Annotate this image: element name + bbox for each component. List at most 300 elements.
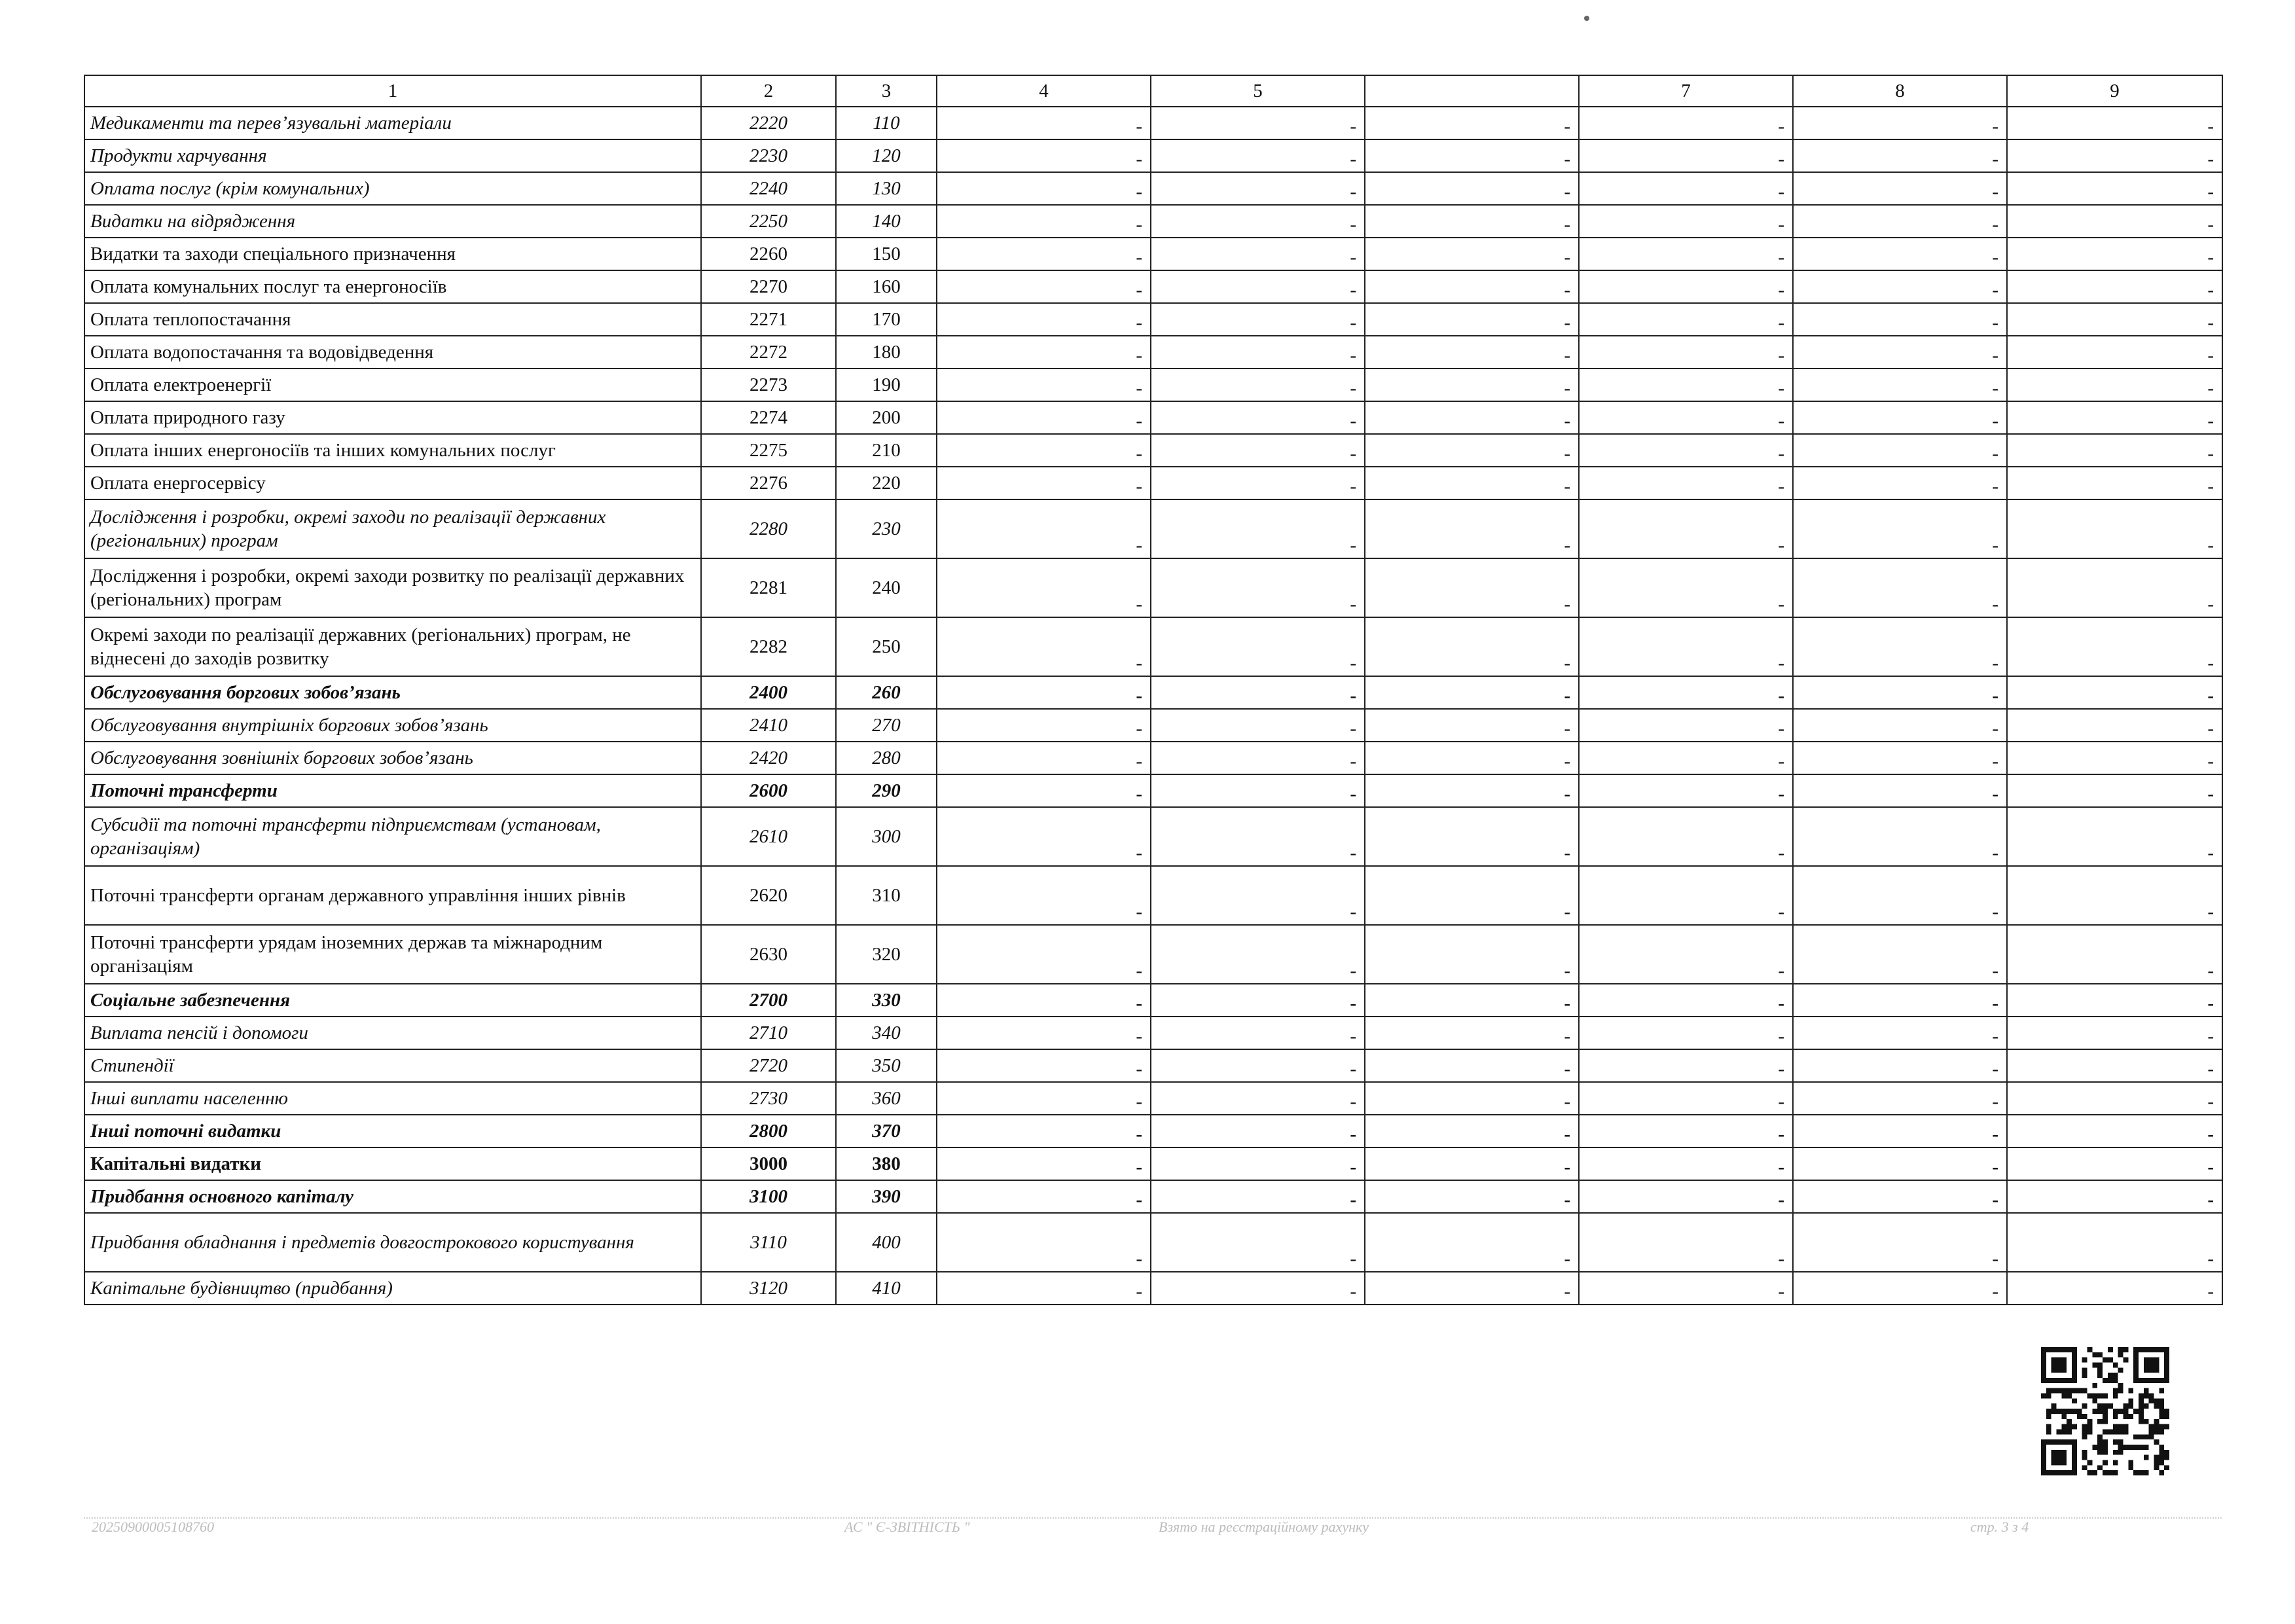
row-value: - — [1793, 107, 2007, 139]
row-label: Обслуговування зовнішніх боргових зобов’язань — [84, 742, 701, 774]
qr-code — [2041, 1347, 2169, 1475]
row-value: - — [1579, 925, 1793, 984]
row-value: - — [1151, 369, 1365, 401]
row-value: - — [2007, 205, 2222, 238]
row-kekv-code: 2282 — [701, 617, 836, 676]
row-value: - — [1365, 107, 1579, 139]
row-kekv-code: 2270 — [701, 270, 836, 303]
row-value: - — [937, 238, 1151, 270]
row-value: - — [2007, 1272, 2222, 1305]
row-kekv-code: 2220 — [701, 107, 836, 139]
footer-doc-id: 20250900005108760 — [92, 1519, 214, 1535]
table-row — [84, 1180, 2222, 1213]
row-line-code: 350 — [836, 1049, 937, 1082]
row-value: - — [2007, 499, 2222, 558]
row-value: - — [1151, 558, 1365, 617]
row-value: - — [1365, 434, 1579, 467]
row-value: - — [2007, 617, 2222, 676]
row-value: - — [2007, 270, 2222, 303]
row-label: Субсидії та поточні трансферти підприємствам (установам, організаціям) — [84, 807, 701, 866]
row-value: - — [1151, 1049, 1365, 1082]
row-value: - — [1579, 1017, 1793, 1049]
row-kekv-code: 2274 — [701, 401, 836, 434]
row-value: - — [937, 1147, 1151, 1180]
row-value: - — [1365, 742, 1579, 774]
row-value: - — [937, 709, 1151, 742]
row-value: - — [1579, 676, 1793, 709]
row-value: - — [1793, 742, 2007, 774]
footer-system: АС " Є-ЗВІТНІСТЬ " — [844, 1519, 970, 1535]
row-value: - — [1365, 1017, 1579, 1049]
row-value: - — [937, 558, 1151, 617]
row-value: - — [1151, 1213, 1365, 1272]
row-value: - — [1579, 1049, 1793, 1082]
row-kekv-code: 2276 — [701, 467, 836, 499]
row-kekv-code: 2610 — [701, 807, 836, 866]
row-kekv-code: 2250 — [701, 205, 836, 238]
row-value: - — [1151, 1082, 1365, 1115]
row-value: - — [2007, 172, 2222, 205]
row-value: - — [1365, 369, 1579, 401]
row-kekv-code: 2600 — [701, 774, 836, 807]
row-value: - — [2007, 676, 2222, 709]
row-value: - — [1793, 303, 2007, 336]
row-value: - — [1151, 434, 1365, 467]
row-label: Оплата інших енергоносіїв та інших комунальних послуг — [84, 434, 701, 467]
footer-page: стр. 3 з 4 — [1970, 1519, 2029, 1535]
row-value: - — [1365, 467, 1579, 499]
row-value: - — [937, 1115, 1151, 1147]
col-header-6 — [1365, 75, 1579, 107]
row-line-code: 160 — [836, 270, 937, 303]
row-value: - — [1793, 558, 2007, 617]
row-value: - — [1365, 205, 1579, 238]
table-row — [84, 558, 2222, 617]
table-row — [84, 1115, 2222, 1147]
row-value: - — [1793, 205, 2007, 238]
row-label: Стипендії — [84, 1049, 701, 1082]
row-line-code: 130 — [836, 172, 937, 205]
row-kekv-code: 2260 — [701, 238, 836, 270]
row-kekv-code: 2420 — [701, 742, 836, 774]
footer-line — [84, 1517, 2222, 1520]
row-kekv-code: 2800 — [701, 1115, 836, 1147]
row-value: - — [1793, 984, 2007, 1017]
row-value: - — [1579, 807, 1793, 866]
row-value: - — [1579, 774, 1793, 807]
row-line-code: 390 — [836, 1180, 937, 1213]
row-line-code: 140 — [836, 205, 937, 238]
row-value: - — [2007, 1115, 2222, 1147]
row-label: Поточні трансферти — [84, 774, 701, 807]
row-kekv-code: 3100 — [701, 1180, 836, 1213]
row-label: Оплата водопостачання та водовідведення — [84, 336, 701, 369]
row-value: - — [937, 434, 1151, 467]
row-value: - — [1793, 1180, 2007, 1213]
row-label: Оплата електроенергії — [84, 369, 701, 401]
scan-speck — [1584, 16, 1589, 21]
row-value: - — [1793, 807, 2007, 866]
row-value: - — [1793, 774, 2007, 807]
row-value: - — [1151, 499, 1365, 558]
row-value: - — [1365, 1213, 1579, 1272]
row-line-code: 180 — [836, 336, 937, 369]
table-row — [84, 401, 2222, 434]
row-value: - — [1151, 774, 1365, 807]
row-value: - — [2007, 807, 2222, 866]
row-label: Продукти харчування — [84, 139, 701, 172]
row-value: - — [1151, 303, 1365, 336]
row-value: - — [937, 336, 1151, 369]
row-label: Придбання основного капіталу — [84, 1180, 701, 1213]
row-line-code: 240 — [836, 558, 937, 617]
row-kekv-code: 2720 — [701, 1049, 836, 1082]
row-value: - — [1579, 336, 1793, 369]
row-value: - — [1579, 467, 1793, 499]
col-header-7: 7 — [1579, 75, 1793, 107]
row-value: - — [1793, 1049, 2007, 1082]
row-value: - — [1365, 499, 1579, 558]
row-value: - — [1793, 401, 2007, 434]
row-kekv-code: 2630 — [701, 925, 836, 984]
row-line-code: 120 — [836, 139, 937, 172]
row-line-code: 300 — [836, 807, 937, 866]
row-line-code: 380 — [836, 1147, 937, 1180]
row-label: Інші виплати населенню — [84, 1082, 701, 1115]
col-header-3: 3 — [836, 75, 937, 107]
row-value: - — [1151, 1147, 1365, 1180]
row-kekv-code: 2700 — [701, 984, 836, 1017]
row-value: - — [1793, 617, 2007, 676]
row-value: - — [1151, 1180, 1365, 1213]
row-value: - — [1793, 467, 2007, 499]
row-value: - — [1579, 558, 1793, 617]
row-value: - — [937, 676, 1151, 709]
row-value: - — [937, 807, 1151, 866]
row-line-code: 270 — [836, 709, 937, 742]
row-line-code: 360 — [836, 1082, 937, 1115]
row-line-code: 110 — [836, 107, 937, 139]
table-row — [84, 499, 2222, 558]
row-value: - — [1793, 172, 2007, 205]
row-line-code: 230 — [836, 499, 937, 558]
row-value: - — [1579, 401, 1793, 434]
row-kekv-code: 2273 — [701, 369, 836, 401]
row-line-code: 290 — [836, 774, 937, 807]
row-value: - — [1365, 172, 1579, 205]
row-value: - — [2007, 139, 2222, 172]
row-value: - — [937, 1017, 1151, 1049]
row-label: Обслуговування внутрішніх боргових зобов’язань — [84, 709, 701, 742]
row-value: - — [1151, 984, 1365, 1017]
row-label: Поточні трансферти органам державного управління інших рівнів — [84, 866, 701, 925]
row-value: - — [1365, 139, 1579, 172]
row-value: - — [2007, 925, 2222, 984]
table-row — [84, 1049, 2222, 1082]
row-value: - — [1579, 1213, 1793, 1272]
row-value: - — [1579, 1082, 1793, 1115]
row-value: - — [1793, 1147, 2007, 1180]
row-value: - — [2007, 434, 2222, 467]
row-value: - — [1151, 866, 1365, 925]
row-value: - — [1151, 139, 1365, 172]
row-value: - — [2007, 303, 2222, 336]
row-value: - — [1579, 617, 1793, 676]
row-line-code: 280 — [836, 742, 937, 774]
row-value: - — [1151, 270, 1365, 303]
row-value: - — [1365, 1272, 1579, 1305]
table-row — [84, 984, 2222, 1017]
row-label: Оплата послуг (крім комунальних) — [84, 172, 701, 205]
table-row — [84, 270, 2222, 303]
row-value: - — [1151, 676, 1365, 709]
row-value: - — [1151, 172, 1365, 205]
table-row — [84, 467, 2222, 499]
expense-table — [84, 75, 2223, 1305]
row-value: - — [1793, 1017, 2007, 1049]
row-value: - — [937, 467, 1151, 499]
row-value: - — [2007, 1213, 2222, 1272]
row-label: Виплата пенсій і допомоги — [84, 1017, 701, 1049]
row-value: - — [1793, 1082, 2007, 1115]
row-value: - — [1365, 866, 1579, 925]
row-value: - — [1579, 742, 1793, 774]
row-value: - — [937, 1213, 1151, 1272]
row-value: - — [1579, 369, 1793, 401]
row-value: - — [2007, 369, 2222, 401]
row-value: - — [1365, 1082, 1579, 1115]
row-value: - — [1793, 238, 2007, 270]
row-value: - — [1793, 369, 2007, 401]
row-value: - — [2007, 866, 2222, 925]
row-value: - — [1365, 807, 1579, 866]
row-value: - — [1579, 1147, 1793, 1180]
row-value: - — [1151, 107, 1365, 139]
row-value: - — [1151, 238, 1365, 270]
row-value: - — [2007, 1017, 2222, 1049]
row-value: - — [2007, 467, 2222, 499]
row-value: - — [1793, 676, 2007, 709]
row-line-code: 250 — [836, 617, 937, 676]
row-kekv-code: 2710 — [701, 1017, 836, 1049]
table-row — [84, 617, 2222, 676]
row-value: - — [1579, 172, 1793, 205]
table-row — [84, 1082, 2222, 1115]
row-value: - — [937, 499, 1151, 558]
col-header-5: 5 — [1151, 75, 1365, 107]
row-line-code: 410 — [836, 1272, 937, 1305]
row-value: - — [1151, 401, 1365, 434]
row-value: - — [2007, 1082, 2222, 1115]
row-line-code: 330 — [836, 984, 937, 1017]
row-value: - — [2007, 1147, 2222, 1180]
row-value: - — [1365, 1049, 1579, 1082]
row-value: - — [1151, 807, 1365, 866]
row-value: - — [1151, 709, 1365, 742]
row-value: - — [1579, 1115, 1793, 1147]
row-value: - — [1579, 434, 1793, 467]
table-row — [84, 774, 2222, 807]
table-row — [84, 866, 2222, 925]
row-value: - — [2007, 774, 2222, 807]
row-value: - — [1579, 107, 1793, 139]
row-value: - — [1365, 238, 1579, 270]
row-value: - — [1151, 467, 1365, 499]
row-value: - — [1793, 434, 2007, 467]
row-value: - — [1579, 984, 1793, 1017]
table-row — [84, 303, 2222, 336]
row-value: - — [937, 1049, 1151, 1082]
row-line-code: 210 — [836, 434, 937, 467]
table-row — [84, 107, 2222, 139]
row-value: - — [1365, 709, 1579, 742]
row-value: - — [937, 205, 1151, 238]
row-value: - — [937, 866, 1151, 925]
row-value: - — [1151, 742, 1365, 774]
row-value: - — [1579, 1180, 1793, 1213]
row-value: - — [1793, 709, 2007, 742]
row-kekv-code: 3110 — [701, 1213, 836, 1272]
row-kekv-code: 3000 — [701, 1147, 836, 1180]
table-row — [84, 1147, 2222, 1180]
row-kekv-code: 2620 — [701, 866, 836, 925]
row-value: - — [1151, 205, 1365, 238]
row-label: Окремі заходи по реалізації державних (регіональних) програм, не віднесені до заходів розвитку — [84, 617, 701, 676]
col-header-1: 1 — [84, 75, 701, 107]
row-value: - — [2007, 742, 2222, 774]
column-number-row — [84, 75, 2222, 107]
row-value: - — [2007, 984, 2222, 1017]
row-value: - — [1579, 499, 1793, 558]
table-row — [84, 742, 2222, 774]
row-value: - — [2007, 709, 2222, 742]
row-kekv-code: 2730 — [701, 1082, 836, 1115]
row-value: - — [2007, 558, 2222, 617]
table-row — [84, 434, 2222, 467]
row-value: - — [2007, 1049, 2222, 1082]
row-value: - — [937, 139, 1151, 172]
row-kekv-code: 2272 — [701, 336, 836, 369]
row-label: Соціальне забезпечення — [84, 984, 701, 1017]
row-value: - — [1151, 1272, 1365, 1305]
row-label: Видатки та заходи спеціального призначення — [84, 238, 701, 270]
row-kekv-code: 2400 — [701, 676, 836, 709]
row-line-code: 320 — [836, 925, 937, 984]
row-value: - — [1579, 139, 1793, 172]
row-value: - — [1793, 1115, 2007, 1147]
table-row — [84, 238, 2222, 270]
row-line-code: 370 — [836, 1115, 937, 1147]
row-value: - — [2007, 336, 2222, 369]
row-value: - — [937, 172, 1151, 205]
table-row — [84, 172, 2222, 205]
table-row — [84, 807, 2222, 866]
table-row — [84, 369, 2222, 401]
row-line-code: 340 — [836, 1017, 937, 1049]
row-kekv-code: 2240 — [701, 172, 836, 205]
row-label: Інші поточні видатки — [84, 1115, 701, 1147]
row-label: Дослідження і розробки, окремі заходи по реалізації державних (регіональних) програм — [84, 499, 701, 558]
table-row — [84, 925, 2222, 984]
table-row — [84, 1017, 2222, 1049]
row-value: - — [937, 107, 1151, 139]
row-value: - — [2007, 1180, 2222, 1213]
row-value: - — [1793, 139, 2007, 172]
table-row — [84, 1272, 2222, 1305]
row-value: - — [1151, 1017, 1365, 1049]
row-value: - — [1579, 205, 1793, 238]
table-row — [84, 676, 2222, 709]
row-value: - — [1793, 866, 2007, 925]
row-value: - — [1365, 303, 1579, 336]
row-label: Обслуговування боргових зобов’язань — [84, 676, 701, 709]
row-label: Оплата природного газу — [84, 401, 701, 434]
row-line-code: 260 — [836, 676, 937, 709]
row-value: - — [937, 984, 1151, 1017]
row-value: - — [1579, 709, 1793, 742]
row-value: - — [1365, 774, 1579, 807]
row-value: - — [1579, 238, 1793, 270]
row-kekv-code: 2275 — [701, 434, 836, 467]
row-value: - — [937, 742, 1151, 774]
row-line-code: 220 — [836, 467, 937, 499]
row-kekv-code: 2410 — [701, 709, 836, 742]
row-value: - — [937, 401, 1151, 434]
row-value: - — [1365, 1147, 1579, 1180]
row-value: - — [1365, 617, 1579, 676]
table-row — [84, 1213, 2222, 1272]
row-kekv-code: 2280 — [701, 499, 836, 558]
row-value: - — [2007, 107, 2222, 139]
row-value: - — [1365, 336, 1579, 369]
row-line-code: 170 — [836, 303, 937, 336]
row-value: - — [1365, 270, 1579, 303]
row-kekv-code: 2230 — [701, 139, 836, 172]
row-line-code: 190 — [836, 369, 937, 401]
row-value: - — [937, 270, 1151, 303]
table-row — [84, 139, 2222, 172]
row-value: - — [937, 925, 1151, 984]
row-value: - — [1151, 336, 1365, 369]
row-line-code: 310 — [836, 866, 937, 925]
row-value: - — [937, 774, 1151, 807]
table-row — [84, 205, 2222, 238]
col-header-8: 8 — [1793, 75, 2007, 107]
col-header-4: 4 — [937, 75, 1151, 107]
row-kekv-code: 2271 — [701, 303, 836, 336]
row-value: - — [1365, 401, 1579, 434]
row-value: - — [1579, 270, 1793, 303]
row-value: - — [1151, 925, 1365, 984]
row-value: - — [1793, 270, 2007, 303]
row-value: - — [1365, 925, 1579, 984]
row-value: - — [1365, 676, 1579, 709]
row-label: Видатки на відрядження — [84, 205, 701, 238]
row-value: - — [1579, 303, 1793, 336]
row-line-code: 200 — [836, 401, 937, 434]
row-value: - — [937, 1180, 1151, 1213]
row-kekv-code: 3120 — [701, 1272, 836, 1305]
table-row — [84, 336, 2222, 369]
row-value: - — [1793, 499, 2007, 558]
row-label: Медикаменти та перев’язувальні матеріали — [84, 107, 701, 139]
row-label: Поточні трансферти урядам іноземних держав та міжнародним організаціям — [84, 925, 701, 984]
row-value: - — [1793, 336, 2007, 369]
col-header-2: 2 — [701, 75, 836, 107]
row-value: - — [1151, 617, 1365, 676]
row-kekv-code: 2281 — [701, 558, 836, 617]
row-label: Оплата енергосервісу — [84, 467, 701, 499]
